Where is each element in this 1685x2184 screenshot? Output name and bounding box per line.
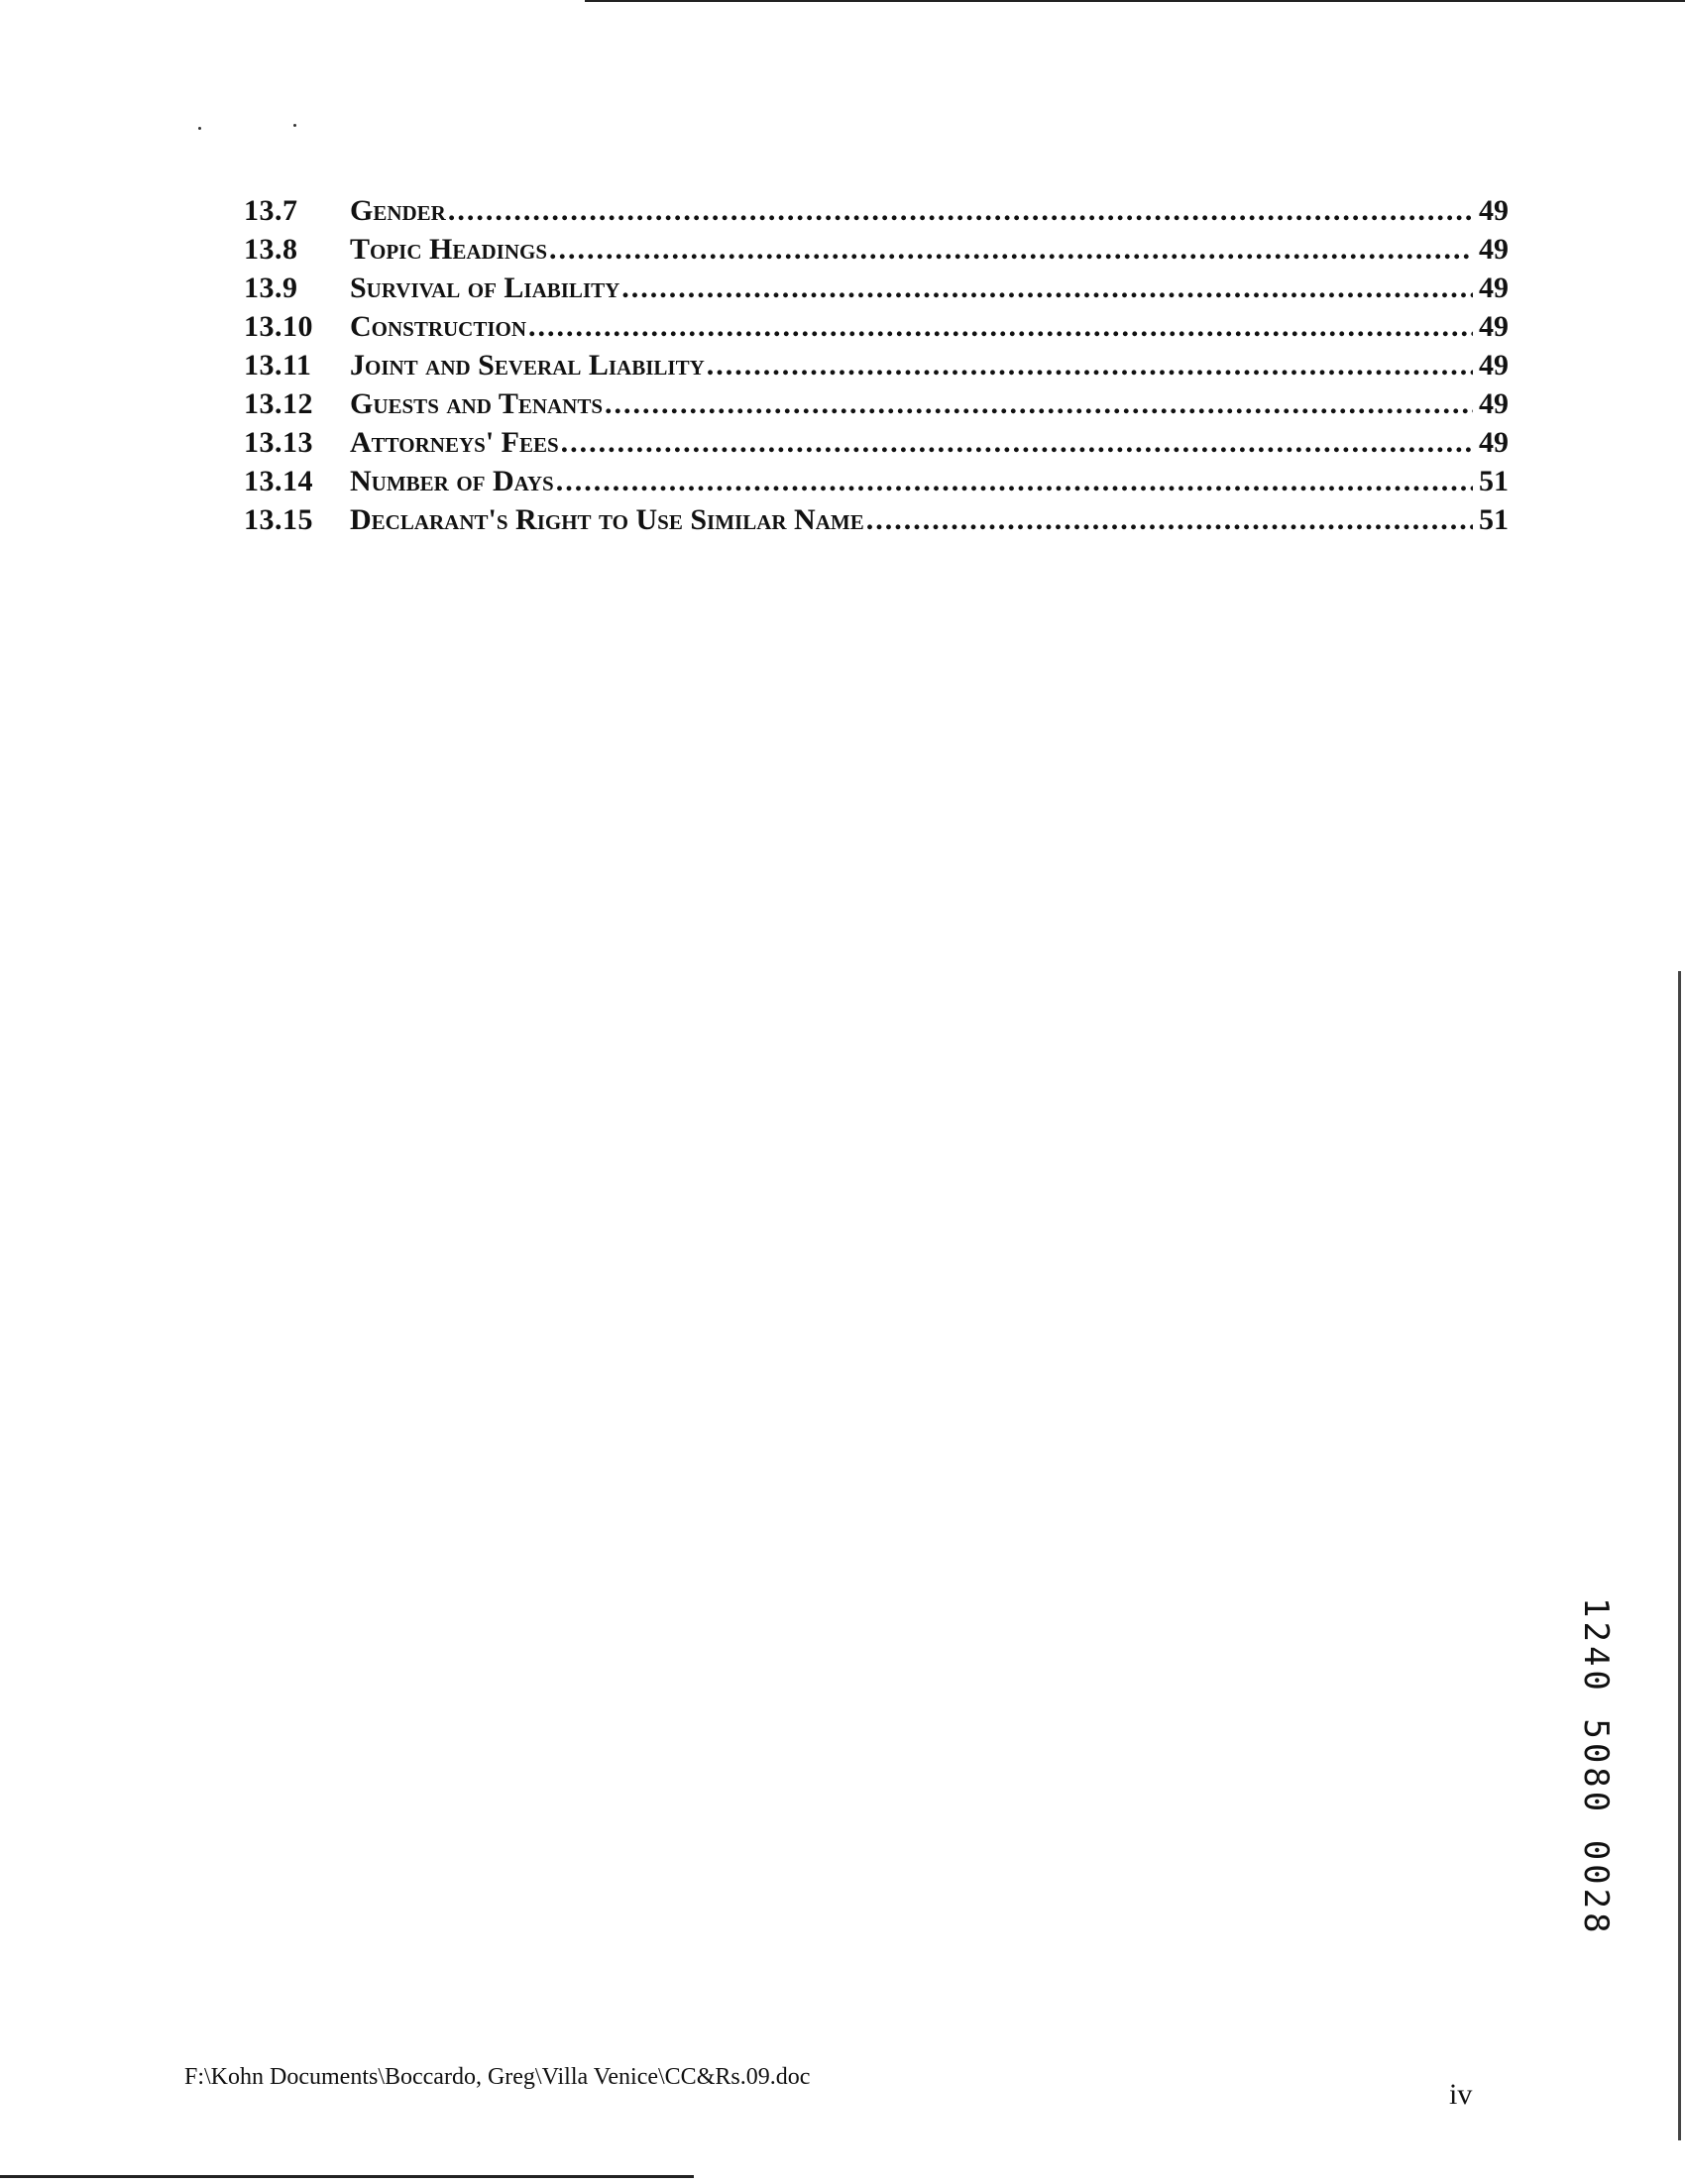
scan-artifact-top-line	[585, 0, 1685, 2]
toc-entry-title: Construction	[350, 310, 527, 343]
toc-entry-page: 51	[1479, 503, 1509, 536]
toc-leader-dots	[448, 196, 1473, 226]
toc-entry-number: 13.8	[244, 233, 298, 266]
toc-entry[interactable]	[244, 310, 1509, 349]
toc-entry-title: Joint and Several Liability	[350, 349, 705, 382]
toc-entry-title: Survival of Liability	[350, 272, 620, 304]
footer-page-number: iv	[1449, 2078, 1473, 2111]
toc-leader-dots	[866, 505, 1473, 535]
bates-number: 1240 5080 0028	[1576, 1597, 1616, 1937]
toc-leader-dots	[561, 428, 1473, 458]
toc-entry-number: 13.7	[244, 194, 298, 227]
toc-leader-dots	[556, 467, 1473, 496]
toc-entry-title: Attorneys' Fees	[350, 426, 559, 459]
toc-entry[interactable]	[244, 233, 1509, 272]
toc-entry[interactable]	[244, 272, 1509, 310]
toc-entry-page: 49	[1479, 233, 1509, 266]
scan-speck	[293, 124, 296, 127]
toc-entry[interactable]	[244, 194, 1509, 233]
toc-entry-number: 13.12	[244, 387, 313, 420]
toc-leader-dots	[621, 273, 1473, 303]
toc-entry-page: 49	[1479, 387, 1509, 420]
toc-entry[interactable]	[244, 387, 1509, 426]
toc-leader-dots	[528, 312, 1473, 342]
toc-entry-number: 13.13	[244, 426, 313, 459]
toc-entry-number: 13.15	[244, 503, 313, 536]
toc-leader-dots	[707, 351, 1473, 381]
toc-entry-title: Declarant's Right to Use Similar Name	[350, 503, 864, 536]
toc-leader-dots	[549, 235, 1473, 265]
toc-entry-number: 13.10	[244, 310, 313, 343]
toc-entry-page: 49	[1479, 310, 1509, 343]
toc-entry-title: Topic Headings	[350, 233, 548, 266]
toc-entry-page: 49	[1479, 426, 1509, 459]
toc-entry-number: 13.9	[244, 272, 298, 304]
toc-entry-page: 49	[1479, 349, 1509, 382]
toc-entry-title: Guests and Tenants	[350, 387, 604, 420]
toc-entry[interactable]	[244, 426, 1509, 465]
toc-entry-number: 13.11	[244, 349, 312, 382]
toc-entry[interactable]	[244, 349, 1509, 387]
scan-speck	[198, 127, 201, 130]
scan-artifact-right-edge	[1678, 971, 1681, 2140]
toc-entry[interactable]	[244, 503, 1509, 542]
toc-entry-title: Gender	[350, 194, 446, 227]
scan-artifact-bottom-line	[0, 2175, 694, 2178]
toc-entry-page: 51	[1479, 465, 1509, 497]
footer-file-path: F:\Kohn Documents\Boccardo, Greg\Villa Venice\CC&Rs.09.doc	[184, 2064, 811, 2090]
toc-entry-title: Number of Days	[350, 465, 554, 497]
toc-entry-page: 49	[1479, 272, 1509, 304]
toc-leader-dots	[605, 389, 1473, 419]
toc-entry[interactable]	[244, 465, 1509, 503]
toc-entry-number: 13.14	[244, 465, 313, 497]
toc-entry-page: 49	[1479, 194, 1509, 227]
table-of-contents	[244, 194, 1509, 542]
